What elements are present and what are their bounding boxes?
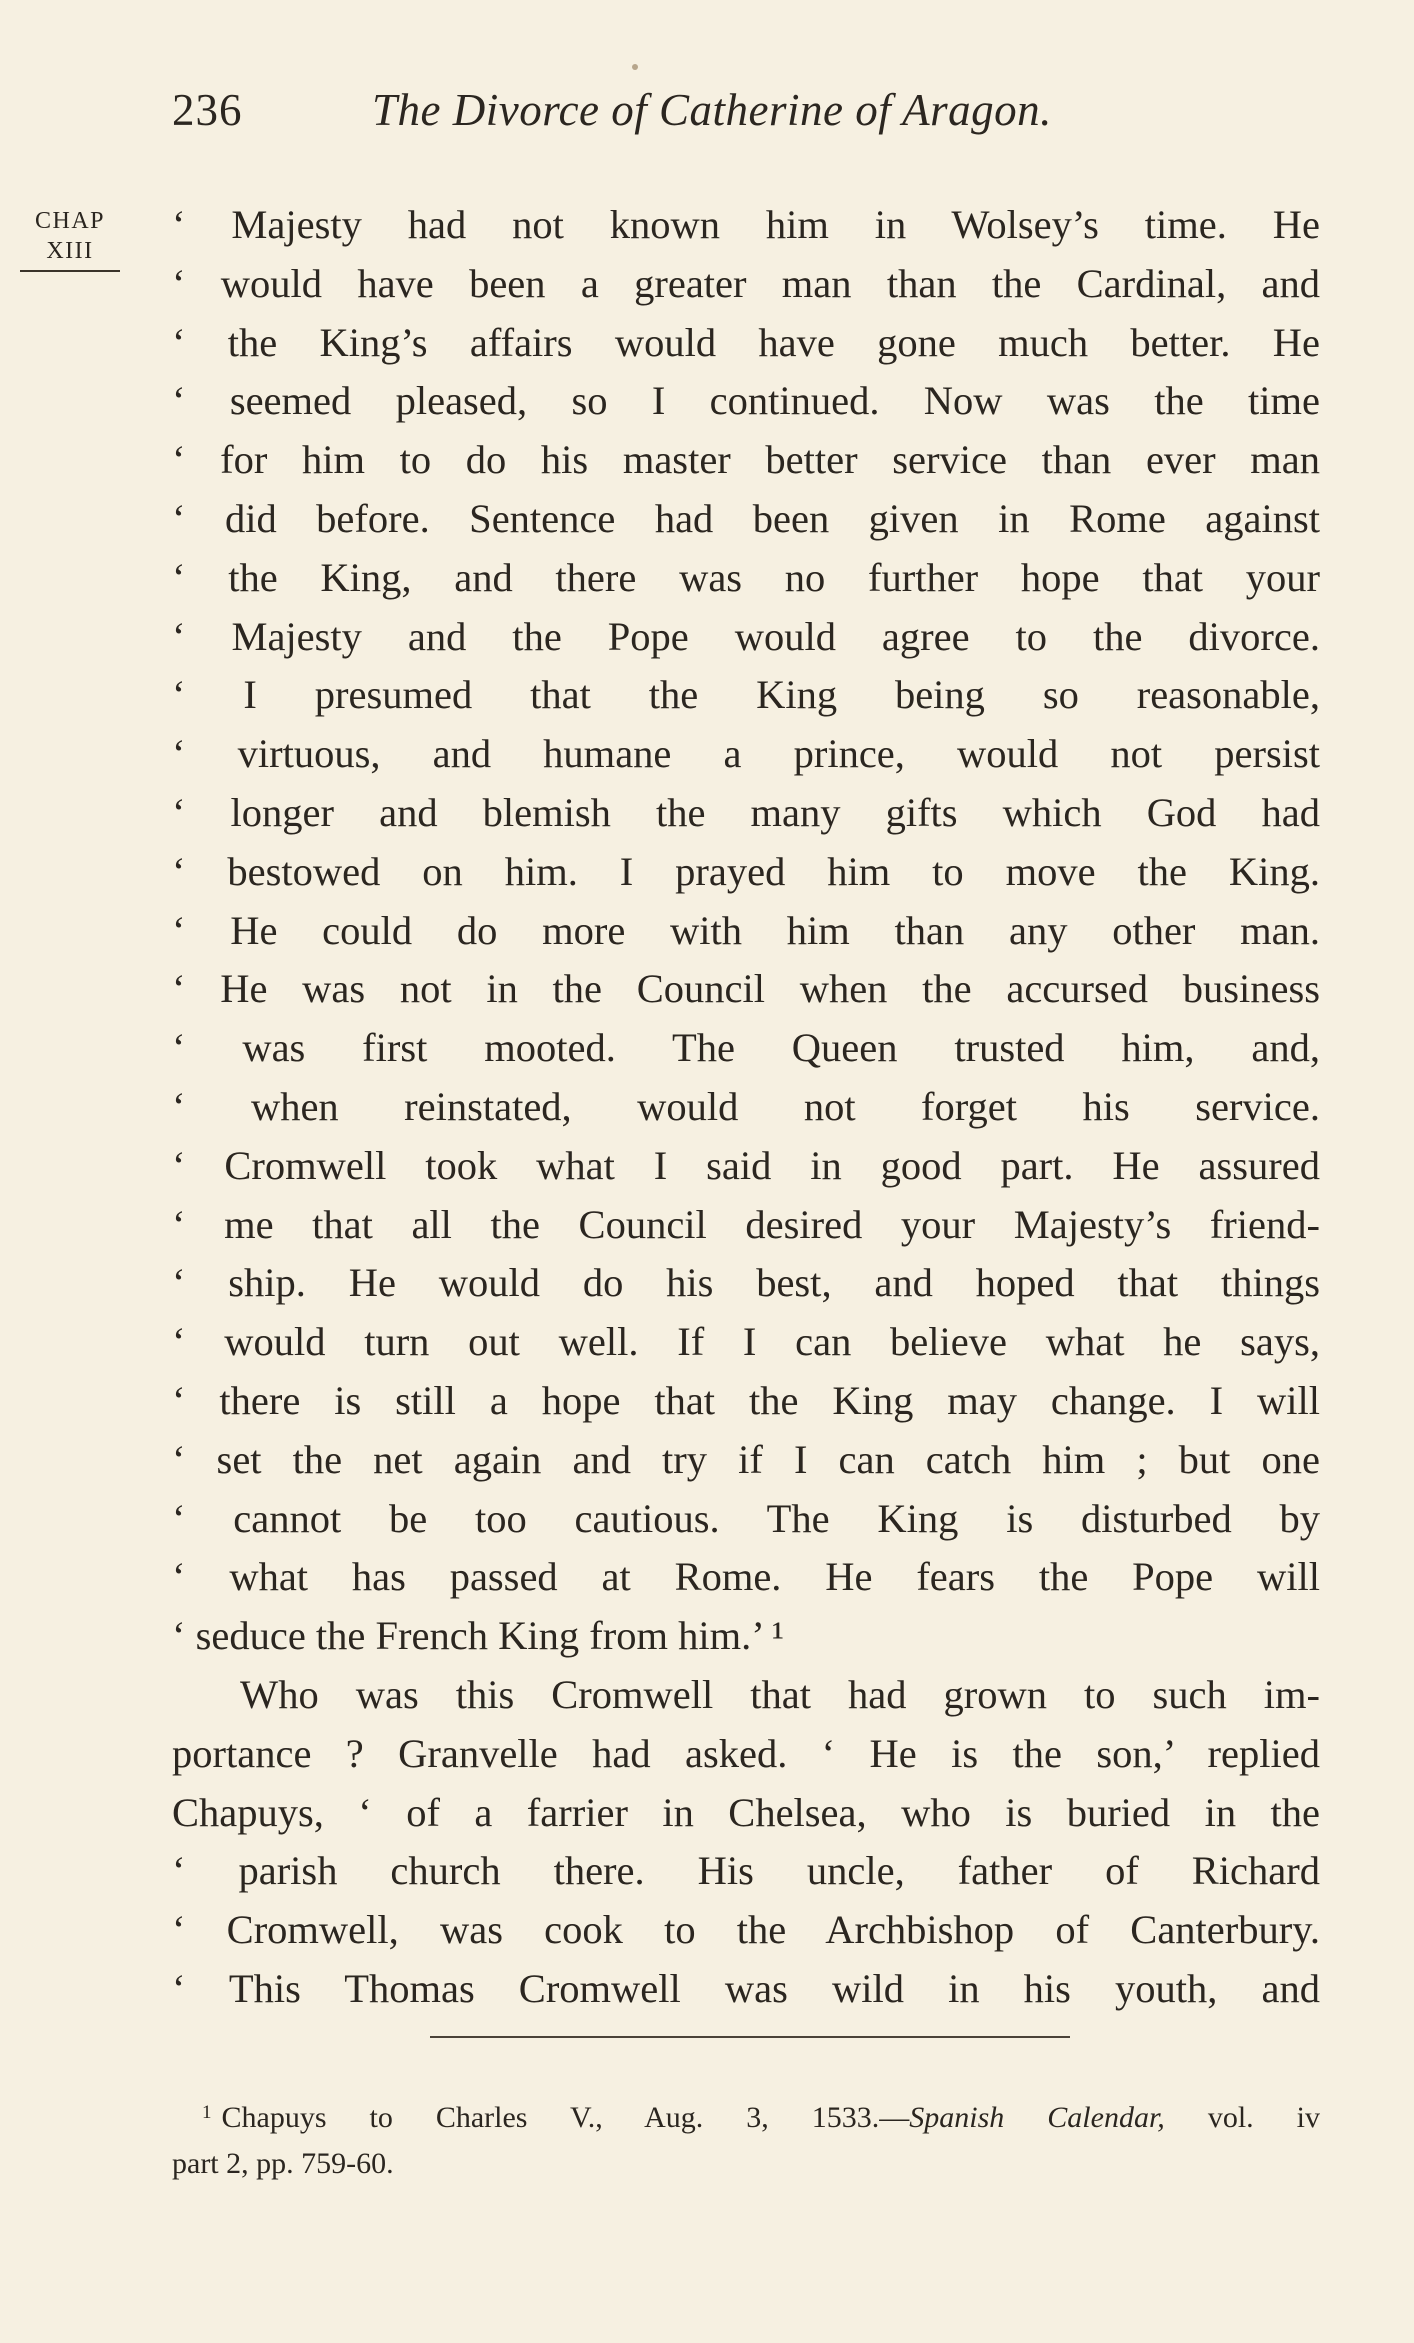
text-line: ‘ longer and blemish the many gifts which God had (172, 789, 1320, 835)
text-line: ‘ when reinstated, would not forget his service. (172, 1083, 1320, 1129)
text-line: ‘ would have been a greater man than the Cardinal, and (172, 260, 1320, 306)
footnote-line (172, 2090, 1320, 2141)
footnote-line: part 2, pp. 759-60. (172, 2147, 394, 2180)
running-header (172, 84, 1320, 136)
ink-speck (632, 64, 638, 70)
text-line: ‘ parish church there. His uncle, father of Richard (172, 1848, 1320, 1894)
footnote-marker: 1 (202, 2102, 212, 2123)
text-line: ‘ me that all the Council desired your Majesty’s friend- (172, 1201, 1320, 1247)
chapter-label: CHAP (34, 208, 106, 234)
running-title: The Divorce of Catherine of Aragon. (372, 85, 1052, 135)
text-line: portance ? Granvelle had asked. ‘ He is the son,’ replied (172, 1730, 1320, 1776)
text-line: ‘ Majesty and the Pope would agree to the divorce. (172, 613, 1320, 659)
text-line: ‘ Cromwell, was cook to the Archbishop of Canterbury. (172, 1907, 1320, 1953)
footnote-source-title: Spanish Calendar, (909, 2101, 1165, 2134)
body-text (172, 196, 1320, 2019)
footnote-volume: vol. iv (1164, 2101, 1320, 2134)
text-line: ‘ would turn out well. If I can believe what he says, (172, 1319, 1320, 1365)
text-line: Who was this Cromwell that had grown to such im- (240, 1671, 1320, 1717)
footnote-divider (430, 2036, 1070, 2038)
text-line: ‘ He could do more with him than any other man. (172, 907, 1320, 953)
text-line: ‘ ship. He would do his best, and hoped that things (172, 1260, 1320, 1306)
text-line: ‘ there is still a hope that the King may change. I will (172, 1377, 1320, 1423)
page-number: 236 (172, 85, 243, 135)
text-line: ‘ cannot be too cautious. The King is disturbed by (172, 1495, 1320, 1541)
text-line: ‘ was first mooted. The Queen trusted him, and, (172, 1025, 1320, 1071)
text-line: ‘ Majesty had not known him in Wolsey’s time. He (172, 202, 1320, 247)
text-line: ‘ Cromwell took what I said in good part. He assured (172, 1142, 1320, 1188)
text-line: ‘ This Thomas Cromwell was wild in his youth, and (172, 1965, 1320, 2011)
text-line: ‘ the King, and there was no further hope that your (172, 554, 1320, 600)
chapter-number: XIII (46, 238, 94, 264)
text-line: ‘ virtuous, and humane a prince, would not persist (172, 731, 1320, 777)
text-line: ‘ seduce the French King from him.’ ¹ (172, 1613, 784, 1659)
text-line: ‘ did before. Sentence had been given in Rome against (172, 495, 1320, 541)
text-line: ‘ what has passed at Rome. He fears the Pope will (172, 1554, 1320, 1600)
text-line: ‘ set the net again and try if I can catch him ; but one (172, 1436, 1320, 1482)
text-line: ‘ the King’s affairs would have gone much better. He (172, 319, 1320, 365)
text-line: ‘ bestowed on him. I prayed him to move the King. (172, 848, 1320, 894)
sidenote-rule (20, 270, 120, 272)
text-line: Chapuys, ‘ of a farrier in Chelsea, who is buried in the (172, 1789, 1320, 1835)
text-line: ‘ I presumed that the King being so reasonable, (172, 672, 1320, 718)
text-line: ‘ for him to do his master better service than ever man (172, 437, 1320, 483)
chapter-sidenote (18, 206, 122, 272)
text-line: ‘ seemed pleased, so I continued. Now was the time (172, 378, 1320, 424)
footnote (172, 2090, 1320, 2187)
text-line: ‘ He was not in the Council when the accursed business (172, 966, 1320, 1012)
footnote-citation: Chapuys to Charles V., Aug. 3, 1533.— (221, 2101, 910, 2134)
